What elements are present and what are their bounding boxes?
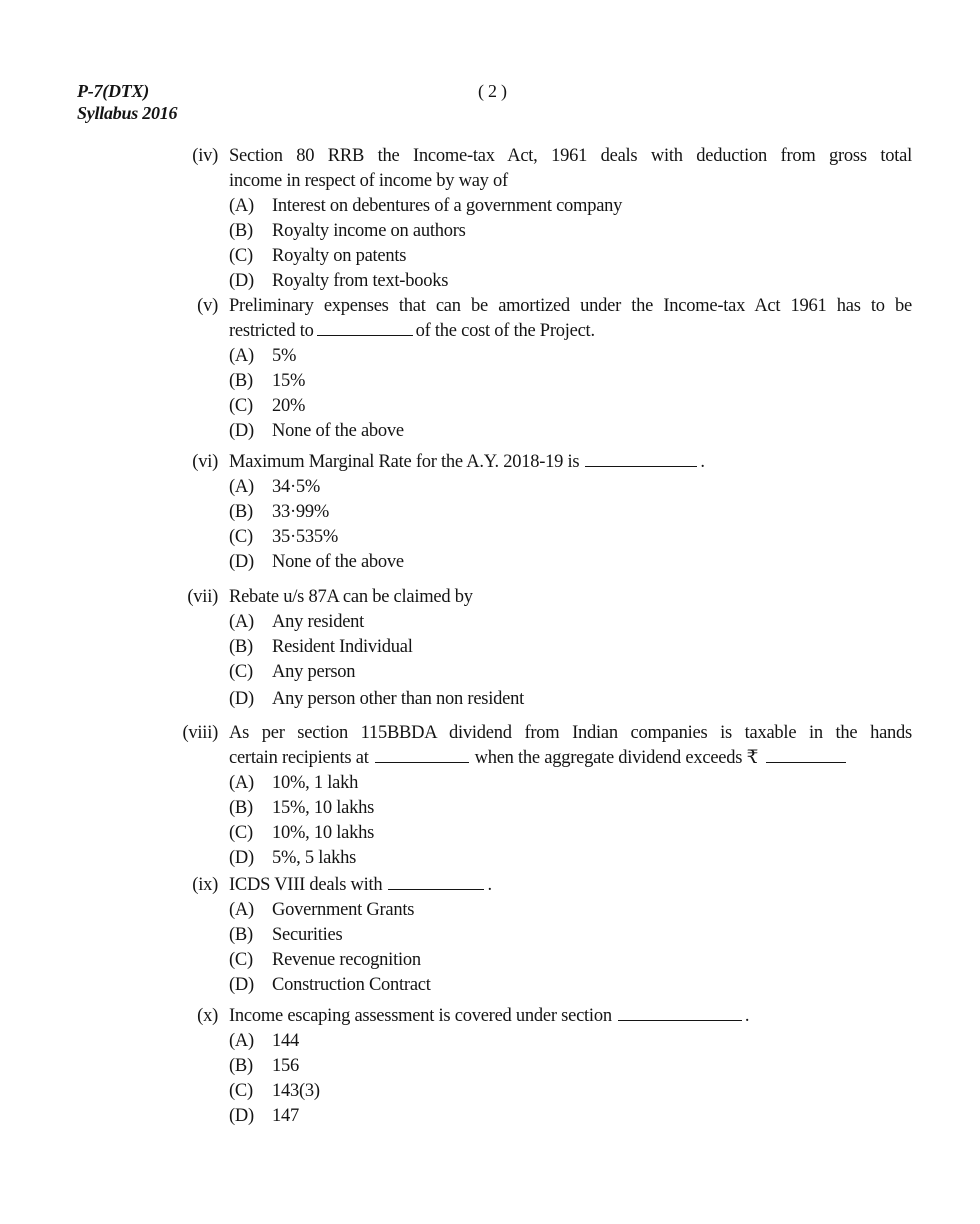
- option-text: Construction Contract: [272, 975, 431, 995]
- option-letter: (A): [229, 1031, 254, 1051]
- option-text: 15%, 10 lakhs: [272, 798, 375, 818]
- question-text: As per section 115BBDA dividend from Indian companies is taxable in the hands: [229, 723, 912, 743]
- option-letter: (B): [229, 925, 253, 945]
- option-text: Any resident: [272, 612, 365, 632]
- option-letter: (A): [229, 900, 254, 920]
- option: [150, 269, 920, 294]
- option-letter: (D): [229, 975, 254, 995]
- option: [150, 500, 920, 525]
- option: [150, 635, 920, 660]
- option-letter: (A): [229, 477, 254, 497]
- option-letter: (A): [229, 773, 254, 793]
- question-text: Income escaping assessment is covered under section: [229, 1006, 612, 1026]
- option-text: Revenue recognition: [272, 950, 421, 970]
- option: [150, 369, 920, 394]
- option-text: Any person: [272, 662, 356, 682]
- option-letter: (B): [229, 371, 253, 391]
- option-letter: (B): [229, 502, 253, 522]
- question-vii: [150, 585, 920, 712]
- option: [150, 846, 920, 871]
- option: [150, 475, 920, 500]
- answer-blank: [585, 452, 697, 467]
- option: [150, 898, 920, 923]
- option: [150, 687, 920, 712]
- option-letter: (D): [229, 271, 254, 291]
- option: [150, 796, 920, 821]
- option-text: Interest on debentures of a government company: [272, 196, 623, 216]
- question-text: .: [744, 1006, 750, 1026]
- option: [150, 1029, 920, 1054]
- option-text: 147: [272, 1106, 299, 1126]
- question-v: [150, 294, 920, 444]
- option-text: Resident Individual: [272, 637, 413, 657]
- option-letter: (C): [229, 527, 253, 547]
- question-number: (vi): [192, 452, 218, 472]
- question-number: (iv): [192, 146, 218, 166]
- option-letter: (C): [229, 1081, 253, 1101]
- option-text: 156: [272, 1056, 299, 1076]
- question-x: [150, 1004, 920, 1129]
- option: [150, 550, 920, 575]
- question-number: (x): [197, 1006, 218, 1026]
- option-text: 34·5%: [272, 477, 321, 497]
- option-text: 35·535%: [272, 527, 339, 547]
- question-text: of the cost of the Project.: [415, 321, 595, 341]
- question-text: ICDS VIII deals with: [229, 875, 383, 895]
- answer-blank: [618, 1006, 742, 1021]
- option-text: 143(3): [272, 1081, 320, 1101]
- option: [150, 973, 920, 998]
- option: [150, 1054, 920, 1079]
- option-text: 144: [272, 1031, 299, 1051]
- option: [150, 948, 920, 973]
- option: [150, 923, 920, 948]
- option-letter: (B): [229, 798, 253, 818]
- option: [150, 1104, 920, 1129]
- option-letter: (B): [229, 637, 253, 657]
- question-text: .: [487, 875, 492, 895]
- option: [150, 219, 920, 244]
- option-letter: (D): [229, 848, 254, 868]
- question-text: .: [700, 452, 705, 472]
- option-letter: (C): [229, 950, 253, 970]
- option-text: Royalty from text-books: [272, 271, 449, 291]
- question-vi: [150, 450, 920, 575]
- option: [150, 821, 920, 846]
- question-number: (vii): [187, 587, 218, 607]
- option-letter: (C): [229, 246, 253, 266]
- option-letter: (D): [229, 552, 254, 572]
- question-text: certain recipients at: [229, 748, 369, 768]
- option-text: Any person other than non resident: [272, 689, 524, 709]
- option-letter: (D): [229, 421, 254, 441]
- question-ix: [150, 873, 920, 998]
- option-letter: (C): [229, 396, 253, 416]
- answer-blank: [317, 321, 413, 336]
- option-letter: (C): [229, 662, 253, 682]
- option-text: 15%: [272, 371, 306, 391]
- paper-code: P-7(DTX): [77, 81, 149, 101]
- option: [150, 194, 920, 219]
- option: [150, 394, 920, 419]
- answer-blank: [375, 748, 469, 763]
- option-text: 5%, 5 lakhs: [272, 848, 357, 868]
- option: [150, 344, 920, 369]
- option-text: 10%, 10 lakhs: [272, 823, 375, 843]
- question-text: restricted to: [229, 321, 314, 341]
- option-text: None of the above: [272, 552, 404, 572]
- question-iv: [150, 144, 920, 294]
- option-text: Government Grants: [272, 900, 415, 920]
- option: [150, 525, 920, 550]
- option-text: Securities: [272, 925, 343, 945]
- option: [150, 419, 920, 444]
- option-letter: (A): [229, 196, 254, 216]
- question-text: Preliminary expenses that can be amortized under the Income-tax Act 1961 has to be: [229, 296, 912, 316]
- option-letter: (B): [229, 1056, 253, 1076]
- option-letter: (A): [229, 346, 254, 366]
- option-text: 5%: [272, 346, 297, 366]
- question-number: (ix): [192, 875, 218, 895]
- question-number: (viii): [182, 723, 218, 743]
- option-letter: (B): [229, 221, 253, 241]
- answer-blank: [766, 748, 846, 763]
- option-text: 33·99%: [272, 502, 330, 522]
- question-number: (v): [197, 296, 218, 316]
- option-text: Royalty on patents: [272, 246, 407, 266]
- page-number: ( 2 ): [478, 81, 507, 101]
- option-letter: (A): [229, 612, 254, 632]
- option-text: Royalty income on authors: [272, 221, 466, 241]
- option-letter: (C): [229, 823, 253, 843]
- option: [150, 1079, 920, 1104]
- option: [150, 610, 920, 635]
- question-text: when the aggregate dividend exceeds ₹: [474, 748, 759, 768]
- question-text: Rebate u/s 87A can be claimed by: [229, 587, 473, 607]
- option: [150, 771, 920, 796]
- question-text: Section 80 RRB the Income-tax Act, 1961 deals with deduction from gross total: [229, 146, 912, 166]
- option: [150, 244, 920, 269]
- option-text: 10%, 1 lakh: [272, 773, 359, 793]
- option: [150, 660, 920, 685]
- option-text: 20%: [272, 396, 306, 416]
- question-viii: [150, 721, 920, 871]
- question-text: income in respect of income by way of: [229, 171, 508, 191]
- question-text: Maximum Marginal Rate for the A.Y. 2018-19 is: [229, 452, 580, 472]
- answer-blank: [388, 875, 484, 890]
- option-letter: (D): [229, 1106, 254, 1126]
- syllabus-label: Syllabus 2016: [77, 103, 178, 123]
- option-letter: (D): [229, 689, 254, 709]
- option-text: None of the above: [272, 421, 404, 441]
